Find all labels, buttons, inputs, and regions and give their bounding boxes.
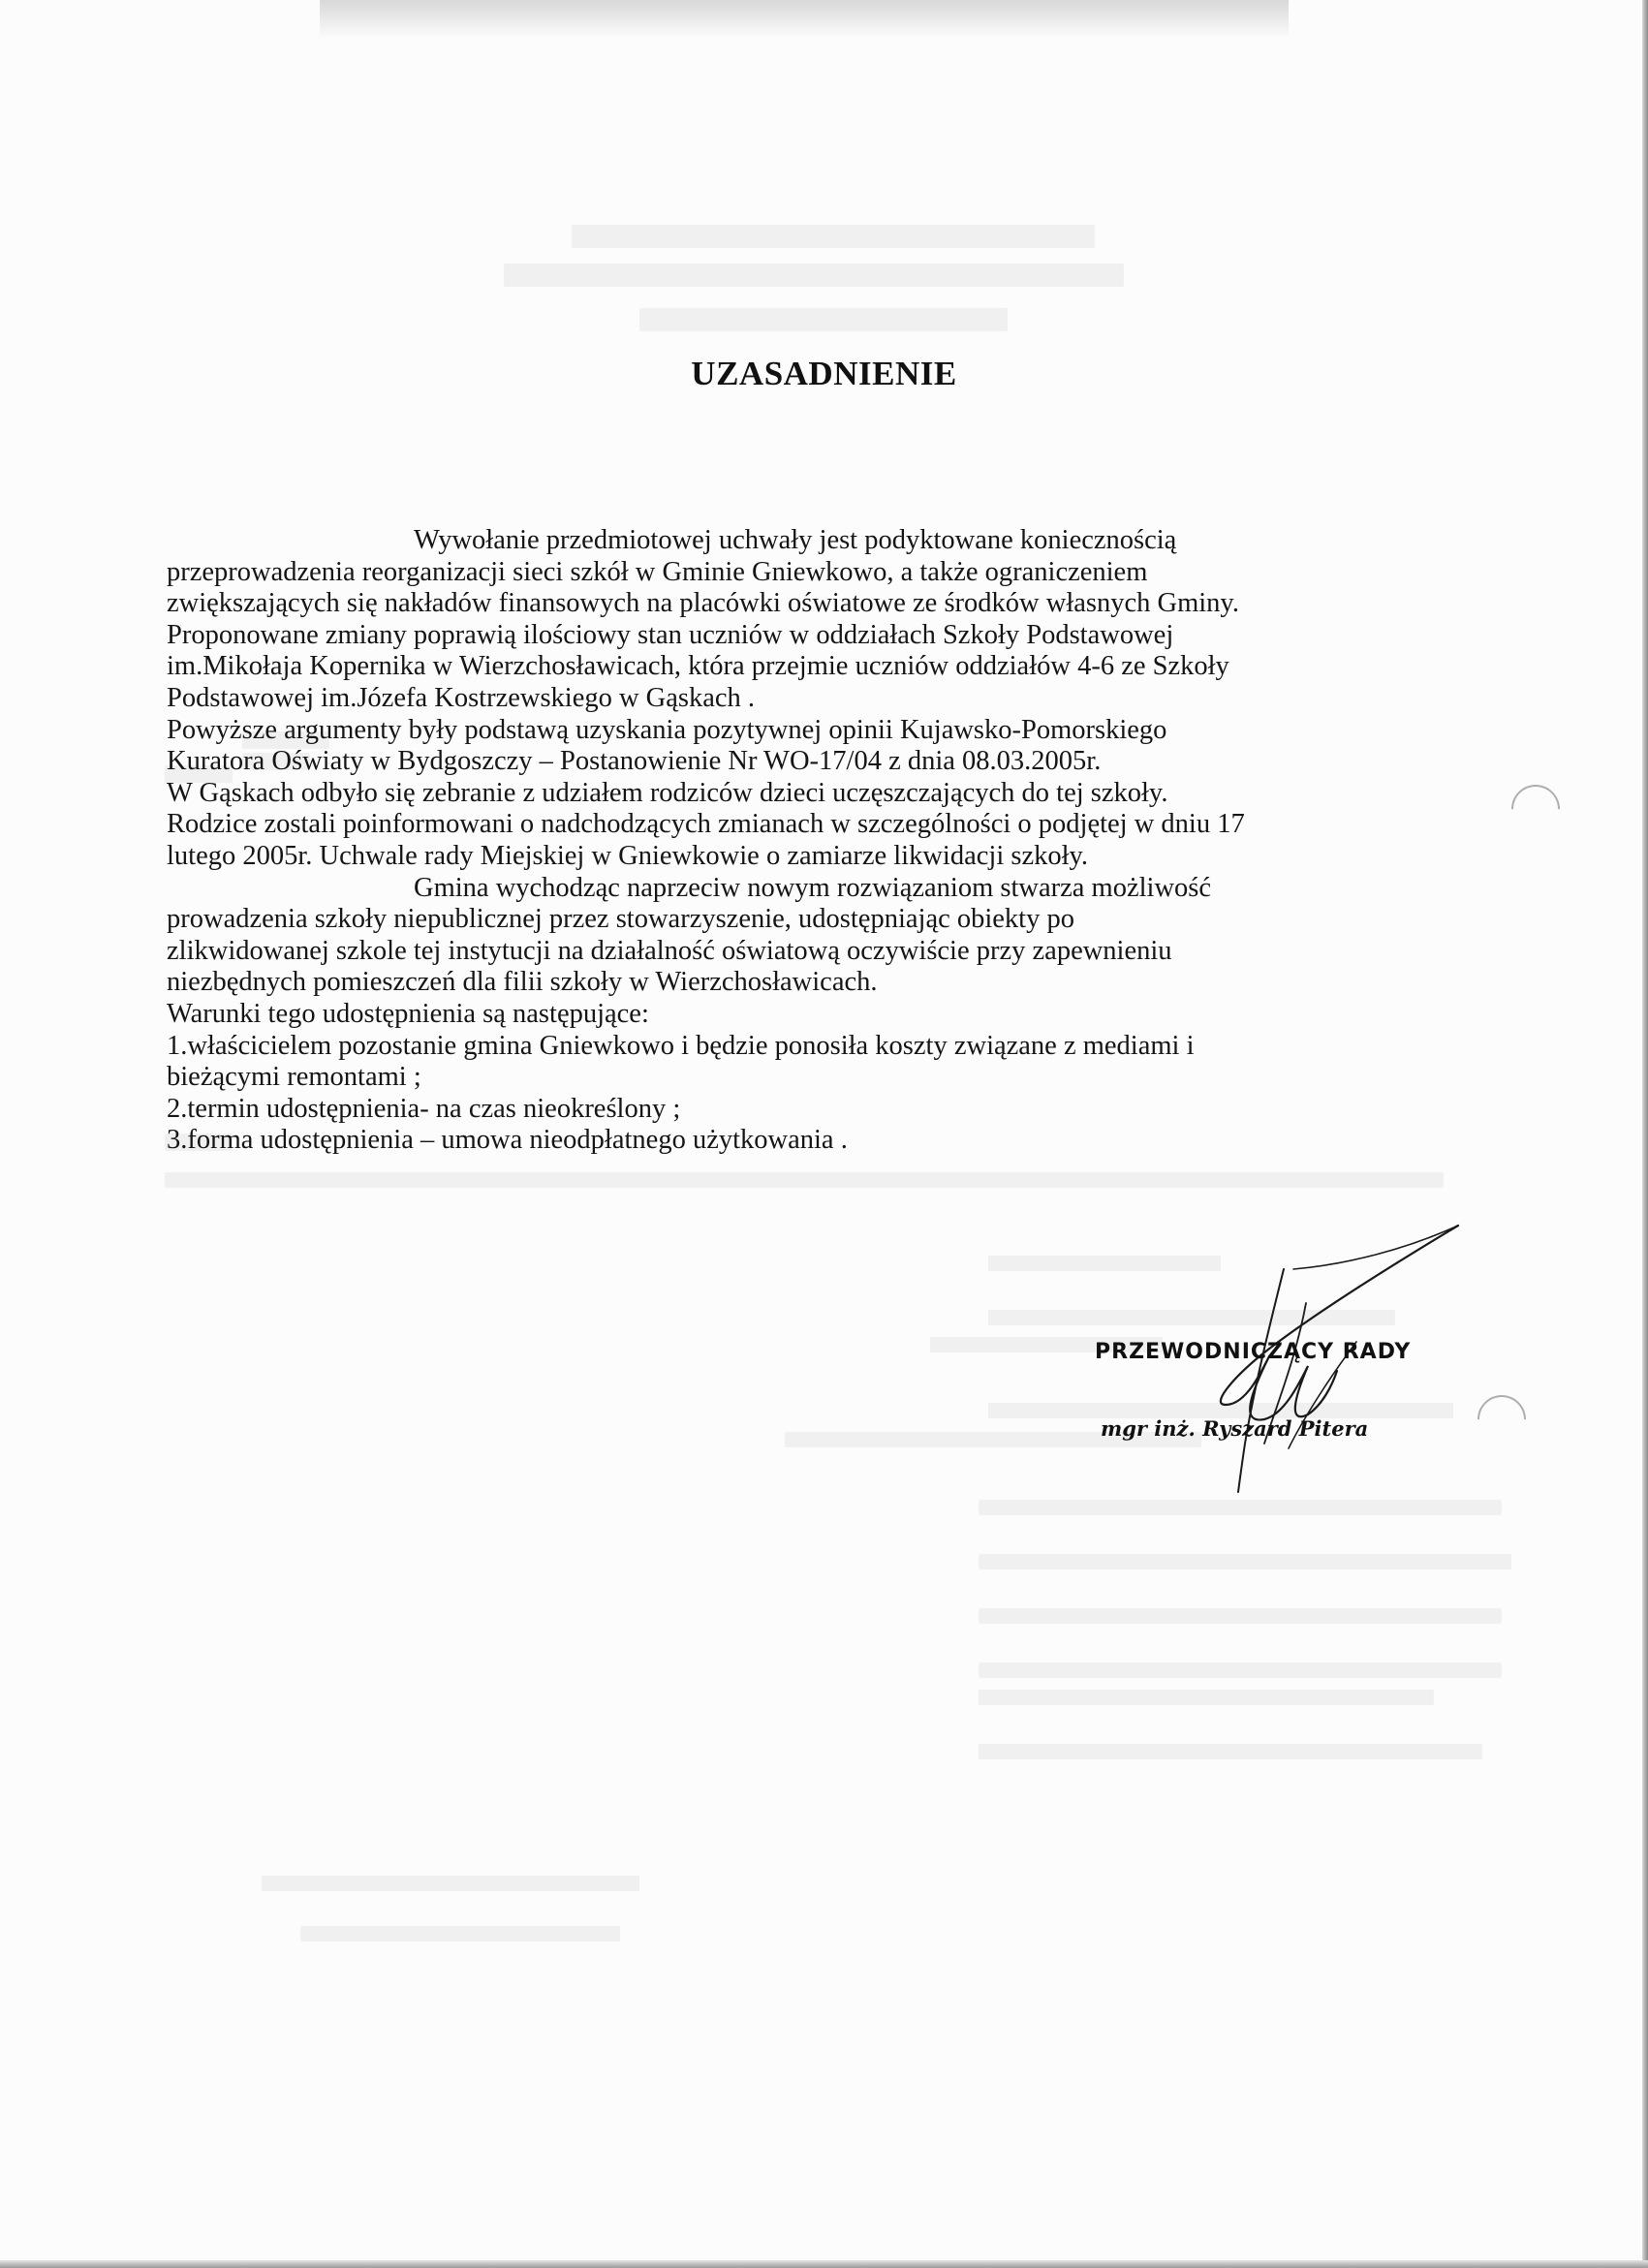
body-line: 2.termin udostępnienia- na czas nieokreślony ; (167, 1093, 681, 1124)
body-line: Podstawowej im.Józefa Kostrzewskiego w Gąskach . (167, 682, 756, 713)
body-line: Powyższe argumenty były podstawą uzyskania pozytywnej opinii Kujawsko-Pomorskiego (167, 714, 1167, 745)
body-line: przeprowadzenia reorganizacji sieci szkół w Gminie Gniewkowo, a także ograniczeniem (167, 556, 1148, 587)
body-line: Rodzice zostali poinformowani o nadchodzących zmianach w szczególności o podjętej w dniu 17 (167, 809, 1245, 840)
body-line: Kuratora Oświaty w Bydgoszczy – Postanowienie Nr WO-17/04 z dnia 08.03.2005r. (167, 746, 1102, 777)
signature-title: PRZEWODNICZĄCY RADY (1095, 1340, 1412, 1364)
body-line: niezbędnych pomieszczeń dla filii szkoły w Wierzchosławicach. (167, 967, 878, 998)
punch-hole-mark (1468, 1385, 1537, 1454)
signature-block (1066, 1211, 1473, 1502)
signature-name: mgr inż. Ryszard Pitera (1101, 1416, 1369, 1441)
scan-edge (1642, 0, 1648, 2268)
scan-edge (0, 2260, 1648, 2268)
body-line: zlikwidowanej szkole tej instytucji na działalność oświatową oczywiście przy zapewnieniu (167, 935, 1172, 966)
body-line: 3.forma udostępnienia – umowa nieodpłatnego użytkowania . (167, 1125, 848, 1156)
body-line: lutego 2005r. Uchwale rady Miejskiej w Gniewkowie o zamiarze likwidacji szkoły. (167, 840, 1089, 871)
punch-hole-mark (1502, 775, 1570, 844)
body-line: Proponowane zmiany poprawią ilościowy stan uczniów w oddziałach Szkoły Podstawowej (167, 619, 1174, 650)
scan-smudge (320, 0, 1289, 39)
body-line: 1.właścicielem pozostanie gmina Gniewkowo i będzie ponosiła koszty związane z mediami i (167, 1030, 1195, 1061)
body-line: Warunki tego udostępnienia są następujące: (167, 998, 649, 1029)
body-line: Gmina wychodząc naprzeciw nowym rozwiązaniom stwarza możliwość (414, 872, 1212, 903)
body-line: bieżącymi remontami ; (167, 1062, 421, 1093)
document-body (167, 525, 1465, 1157)
document-title: UZASADNIENIE (691, 355, 957, 392)
body-line: Wywołanie przedmiotowej uchwały jest podyktowane koniecznością (414, 525, 1177, 555)
body-line: zwiększających się nakładów finansowych na placówki oświatowe ze środków własnych Gminy. (167, 588, 1239, 619)
body-line: im.Mikołaja Kopernika w Wierzchosławicach, która przejmie uczniów oddziałów 4-6 ze Szkoły (167, 651, 1229, 682)
body-line: prowadzenia szkoły niepublicznej przez stowarzyszenie, udostępniając obiekty po (167, 904, 1074, 935)
body-line: W Gąskach odbyło się zebranie z udziałem rodziców dzieci uczęszczających do tej szkoły. (167, 777, 1168, 808)
